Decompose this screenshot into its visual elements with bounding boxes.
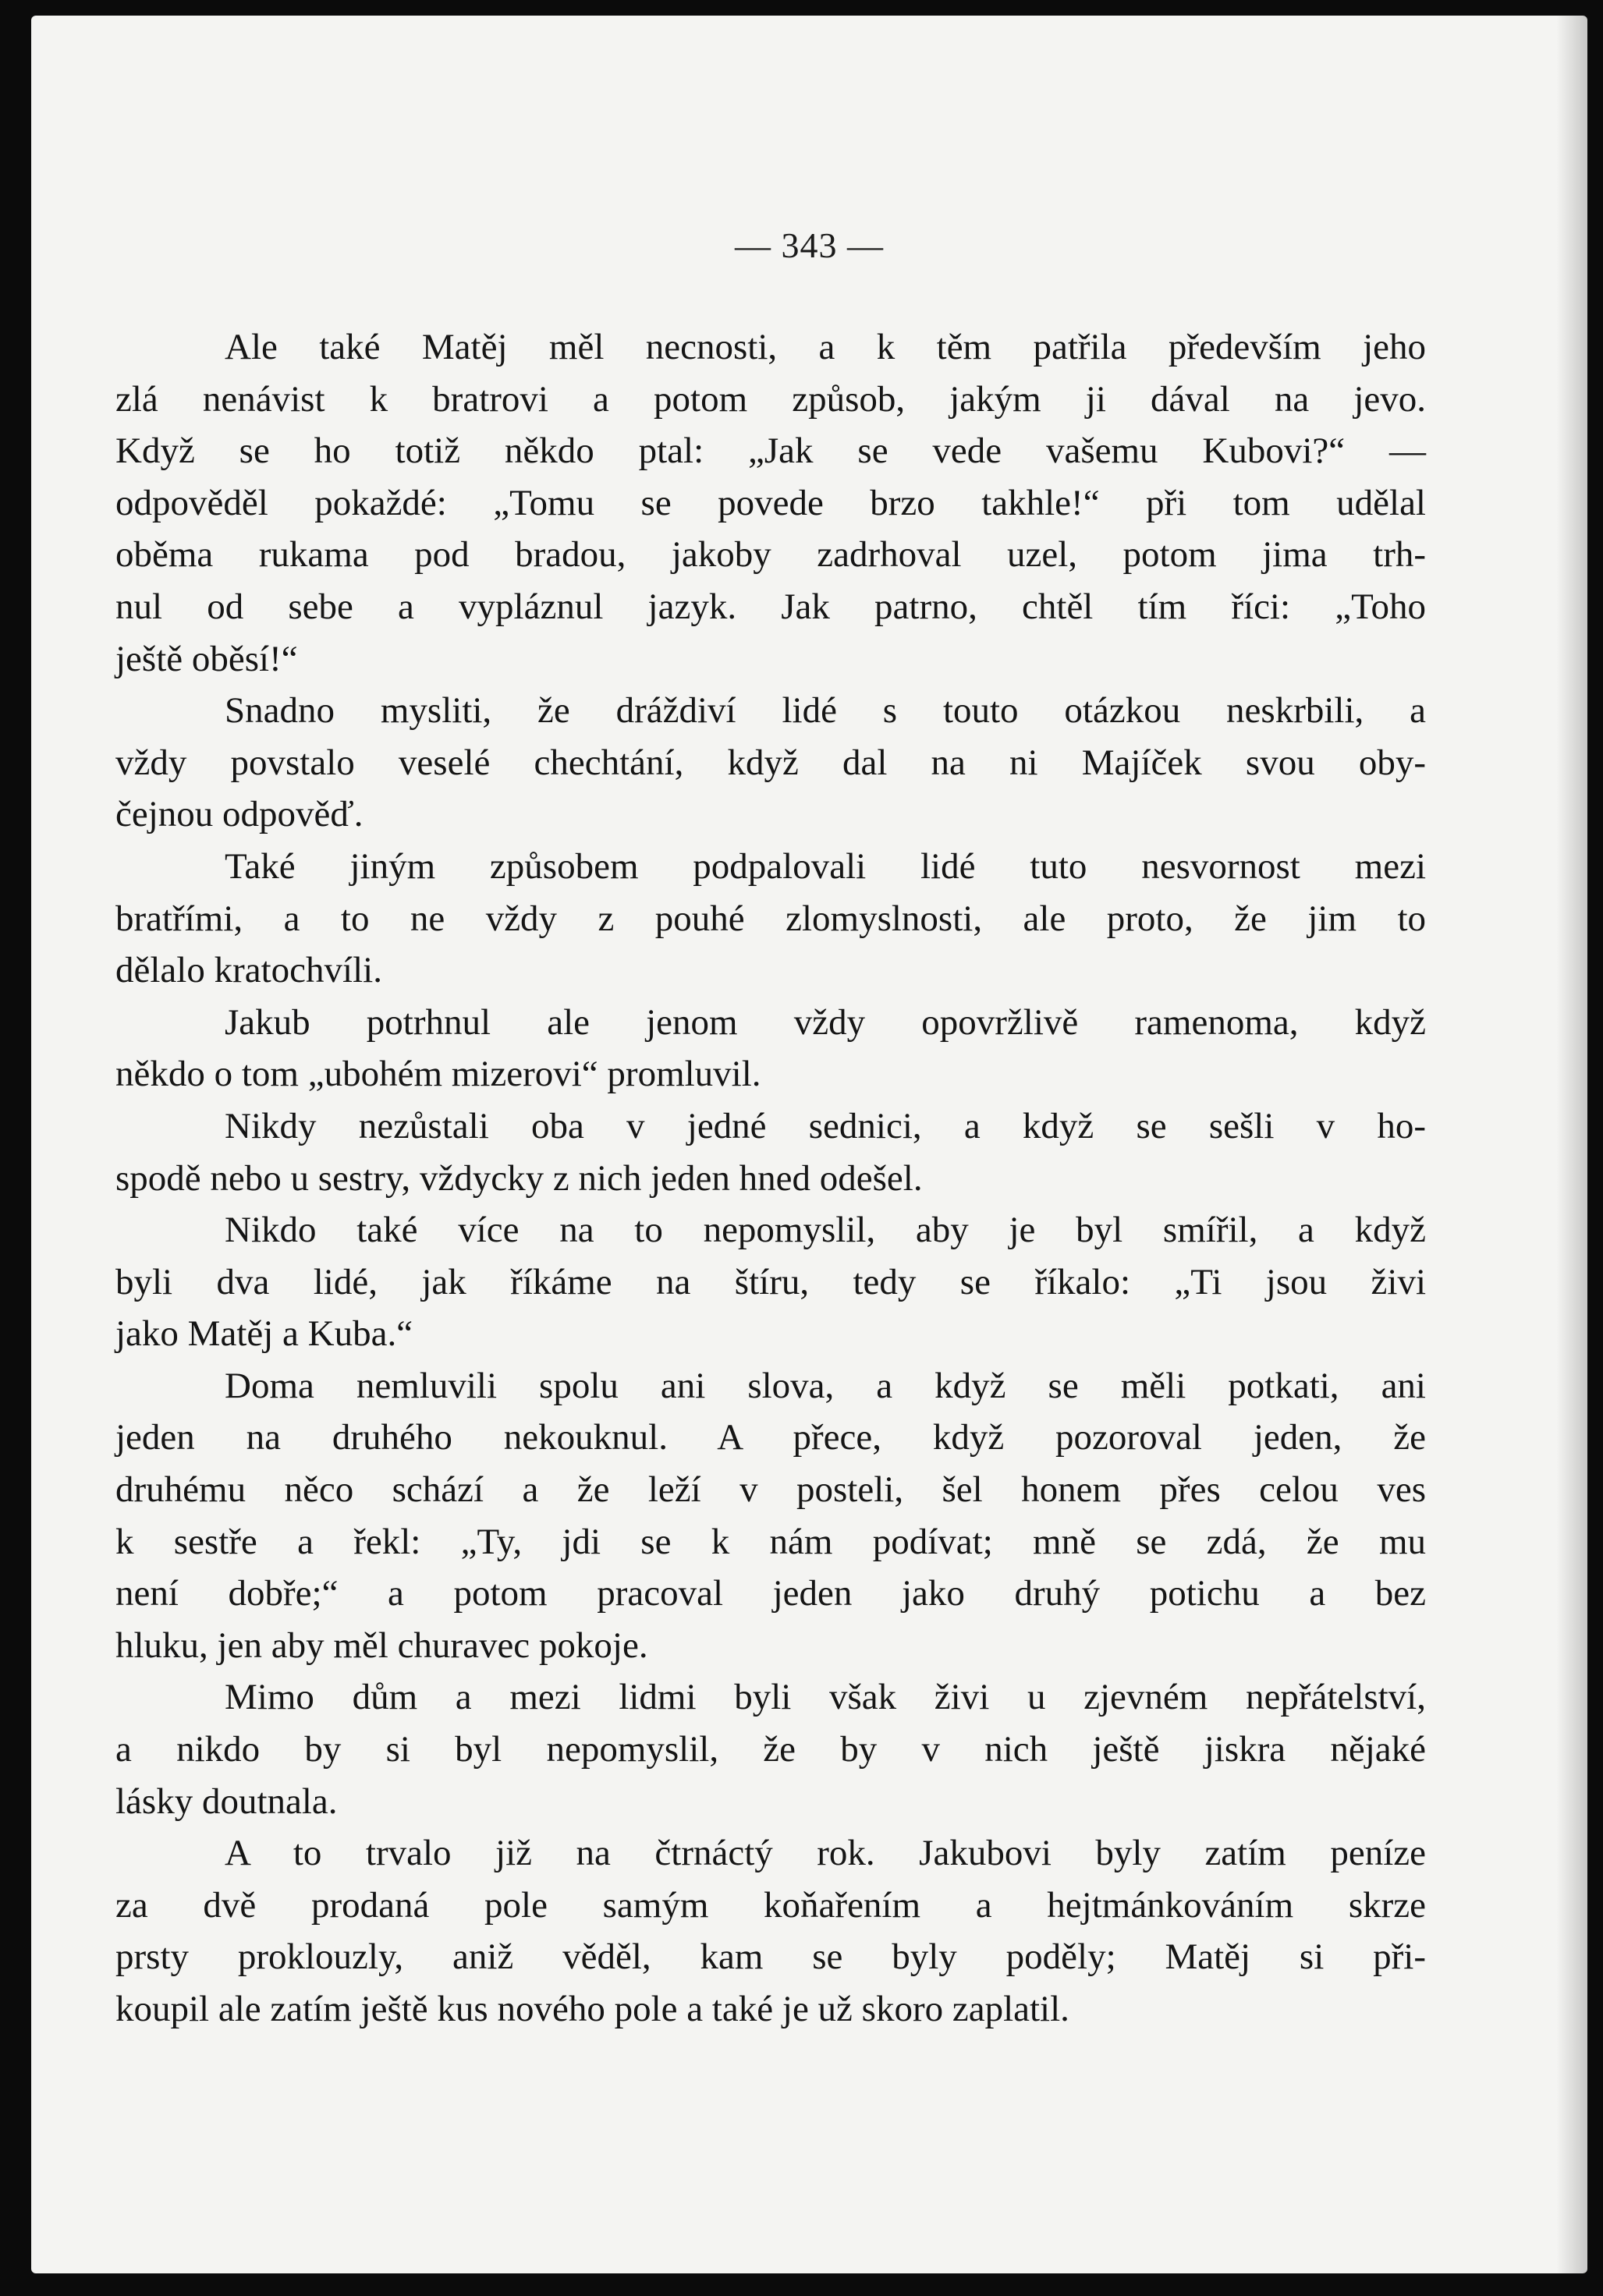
text-line: oběma rukama pod bradou, jakoby zadrhoval uzel, potom jima trh- bbox=[115, 534, 1426, 576]
paragraph bbox=[115, 1360, 1426, 1672]
text-line: k sestře a řekl: „Ty, jdi se k nám podívat; mně se zdá, že mu bbox=[115, 1521, 1426, 1562]
paragraph bbox=[115, 841, 1426, 997]
text-line: za dvě prodaná pole samým koňařením a hejtmánkováním skrze bbox=[115, 1884, 1426, 1926]
text-line: jako Matěj a Kuba.“ bbox=[115, 1313, 413, 1355]
text-line: a nikdo by si byl nepomyslil, že by v nich ještě jiskra nějaké bbox=[115, 1729, 1426, 1770]
text-line: Nikdy nezůstali oba v jedné sednici, a když se sešli v ho- bbox=[225, 1105, 1426, 1146]
text-line: lásky doutnala. bbox=[115, 1780, 338, 1822]
text-line: hluku, jen aby měl churavec pokoje. bbox=[115, 1625, 648, 1666]
text-line: bratřími, a to ne vždy z pouhé zlomyslnosti, ale proto, že jim to bbox=[115, 898, 1426, 939]
text-line: druhému něco schází a že leží v posteli, šel honem přes celou ves bbox=[115, 1469, 1426, 1511]
text-line: Také jiným způsobem podpalovali lidé tuto nesvornost mezi bbox=[225, 845, 1426, 887]
text-line: někdo o tom „ubohém mizerovi“ promluvil. bbox=[115, 1054, 761, 1095]
text-line: A to trvalo již na čtrnáctý rok. Jakubovi byly zatím peníze bbox=[225, 1833, 1426, 1874]
text-line: vždy povstalo veselé chechtání, když dal na ni Majíček svou oby- bbox=[115, 742, 1426, 783]
text-line: Snadno mysliti, že dráždiví lidé s touto otázkou neskrbili, a bbox=[225, 690, 1426, 732]
text-line: ještě oběsí!“ bbox=[115, 638, 298, 679]
text-line: Ale také Matěj měl necnosti, a k těm patřila především jeho bbox=[225, 327, 1426, 367]
body-text bbox=[115, 321, 1426, 2036]
text-line: není dobře;“ a potom pracoval jeden jako druhý potichu a bez bbox=[115, 1573, 1426, 1614]
text-line: dělalo kratochvíli. bbox=[115, 950, 382, 991]
paragraph bbox=[115, 1204, 1426, 1360]
paragraph bbox=[115, 1100, 1426, 1204]
paragraph bbox=[115, 1671, 1426, 1827]
book-page bbox=[31, 16, 1587, 2273]
paragraph bbox=[115, 685, 1426, 841]
text-line: zlá nenávist k bratrovi a potom způsob, jakým ji dával na jevo. bbox=[115, 378, 1426, 420]
text-line: odpověděl pokaždé: „Tomu se povede brzo takhle!“ při tom udělal bbox=[115, 482, 1426, 523]
text-line: spodě nebo u sestry, vždycky z nich jeden hned odešel. bbox=[115, 1157, 923, 1199]
text-line: Nikdo také více na to nepomyslil, aby je byl smířil, a když bbox=[225, 1210, 1426, 1251]
text-line: nul od sebe a vypláznul jazyk. Jak patrno, chtěl tím říci: „Toho bbox=[115, 586, 1426, 627]
paragraph bbox=[115, 321, 1426, 685]
text-line: prsty proklouzly, aniž věděl, kam se byly poděly; Matěj si při- bbox=[115, 1936, 1426, 1978]
text-line: byli dva lidé, jak říkáme na štíru, tedy se říkalo: „Ti jsou živi bbox=[115, 1261, 1426, 1302]
text-line: jeden na druhého nekouknul. A přece, když pozoroval jeden, že bbox=[115, 1417, 1426, 1458]
text-line: koupil ale zatím ještě kus nového pole a také je už skoro zaplatil. bbox=[115, 1989, 1069, 2029]
paragraph bbox=[115, 1827, 1426, 2035]
text-line: Mimo dům a mezi lidmi byli však živi u zjevném nepřátelství, bbox=[225, 1677, 1426, 1718]
paragraph bbox=[115, 997, 1426, 1100]
text-line: čejnou odpověď. bbox=[115, 794, 364, 835]
page-number: — 343 — bbox=[735, 225, 884, 265]
text-line: Jakub potrhnul ale jenom vždy opovržlivě ramenoma, když bbox=[225, 1001, 1426, 1043]
text-line: Když se ho totiž někdo ptal: „Jak se vede vašemu Kubovi?“ — bbox=[115, 430, 1426, 472]
text-line: Doma nemluvili spolu ani slova, a když se měli potkati, ani bbox=[225, 1365, 1426, 1406]
